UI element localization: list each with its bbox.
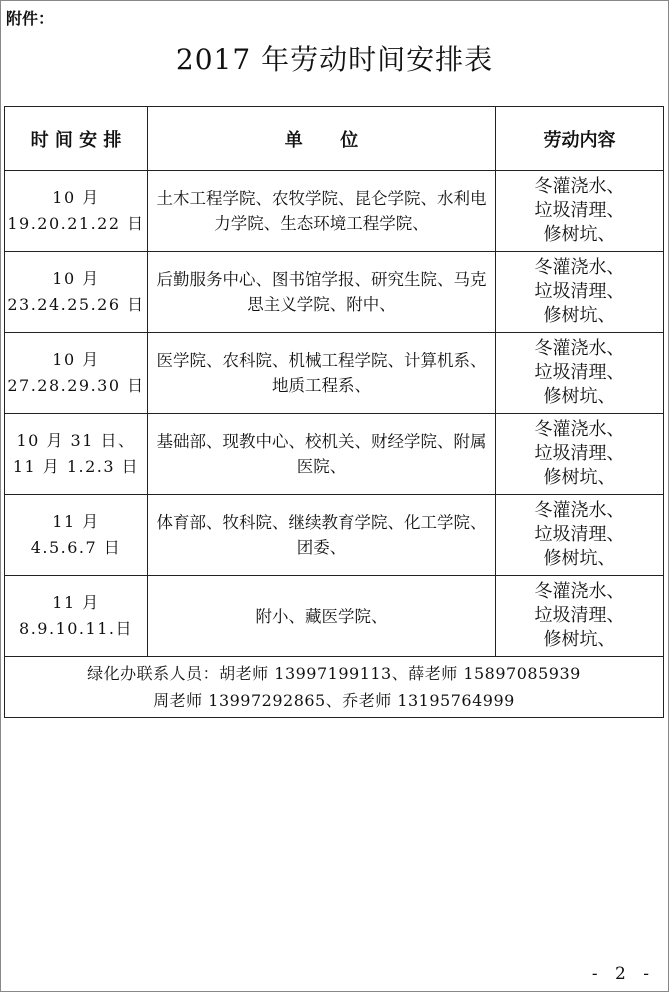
units-cell: 医学院、农科院、机械工程学院、计算机系、地质工程系、 xyxy=(148,333,496,414)
contact-line-2: 周老师 13997292865、乔老师 13195764999 xyxy=(153,691,515,710)
task-item: 冬灌浇水、 xyxy=(534,419,625,440)
task-item: 修树坑、 xyxy=(543,629,616,650)
tasks-cell xyxy=(496,414,664,495)
task-item: 垃圾清理、 xyxy=(534,605,625,626)
task-item: 修树坑、 xyxy=(543,548,616,569)
time-cell xyxy=(5,171,148,252)
time-cell xyxy=(5,414,148,495)
date-line-2: 27.28.29.30 日 xyxy=(7,376,145,395)
table-row xyxy=(5,495,664,576)
date-line-1: 10 月 xyxy=(52,269,100,288)
task-item: 垃圾清理、 xyxy=(534,281,625,302)
date-line-2: 11 月 1.2.3 日 xyxy=(12,457,140,476)
task-item: 冬灌浇水、 xyxy=(534,338,625,359)
tasks-cell xyxy=(496,333,664,414)
table-row xyxy=(5,252,664,333)
time-cell xyxy=(5,333,148,414)
header-unit: 单 位 xyxy=(148,107,496,171)
date-line-1: 11 月 xyxy=(52,512,100,531)
task-item: 冬灌浇水、 xyxy=(534,500,625,521)
units-cell: 体育部、牧科院、继续教育学院、化工学院、团委、 xyxy=(148,495,496,576)
task-item: 冬灌浇水、 xyxy=(534,257,625,278)
time-cell xyxy=(5,495,148,576)
task-item: 垃圾清理、 xyxy=(534,362,625,383)
schedule-table xyxy=(4,106,664,718)
tasks-cell xyxy=(496,495,664,576)
task-item: 修树坑、 xyxy=(543,224,616,245)
table-row xyxy=(5,171,664,252)
attachment-label: 附件： xyxy=(6,9,55,28)
units-cell: 土木工程学院、农牧学院、昆仑学院、水利电力学院、生态环境工程学院、 xyxy=(148,171,496,252)
page-title: 2017 年劳动时间安排表 xyxy=(175,43,494,76)
tasks-cell xyxy=(496,252,664,333)
units-cell: 后勤服务中心、图书馆学报、研究生院、马克思主义学院、附中、 xyxy=(148,252,496,333)
contact-cell xyxy=(5,657,664,718)
date-line-1: 11 月 xyxy=(52,593,100,612)
task-item: 垃圾清理、 xyxy=(534,443,625,464)
page-number: - 2 - xyxy=(591,964,655,984)
contact-row xyxy=(5,657,664,718)
contact-line-1: 绿化办联系人员：胡老师 13997199113、薛老师 15897085939 xyxy=(87,664,581,683)
date-line-2: 8.9.10.11.日 xyxy=(19,619,133,638)
task-item: 垃圾清理、 xyxy=(534,200,625,221)
table-row xyxy=(5,414,664,495)
date-line-1: 10 月 31 日、 xyxy=(16,431,136,450)
table-row xyxy=(5,333,664,414)
time-cell xyxy=(5,576,148,657)
task-item: 修树坑、 xyxy=(543,467,616,488)
date-line-2: 23.24.25.26 日 xyxy=(7,295,145,314)
tasks-cell xyxy=(496,576,664,657)
header-task: 劳动内容 xyxy=(496,107,664,171)
date-line-2: 4.5.6.7 日 xyxy=(30,538,122,557)
units-cell: 基础部、现教中心、校机关、财经学院、附属医院、 xyxy=(148,414,496,495)
date-line-2: 19.20.21.22 日 xyxy=(7,214,145,233)
date-line-1: 10 月 xyxy=(52,350,100,369)
units-cell: 附小、藏医学院、 xyxy=(148,576,496,657)
header-time: 时 间 安 排 xyxy=(5,107,148,171)
table-row xyxy=(5,576,664,657)
tasks-cell xyxy=(496,171,664,252)
task-item: 修树坑、 xyxy=(543,305,616,326)
date-line-1: 10 月 xyxy=(52,188,100,207)
task-item: 垃圾清理、 xyxy=(534,524,625,545)
time-cell xyxy=(5,252,148,333)
table-header-row xyxy=(5,107,664,171)
task-item: 冬灌浇水、 xyxy=(534,176,625,197)
task-item: 冬灌浇水、 xyxy=(534,581,625,602)
task-item: 修树坑、 xyxy=(543,386,616,407)
